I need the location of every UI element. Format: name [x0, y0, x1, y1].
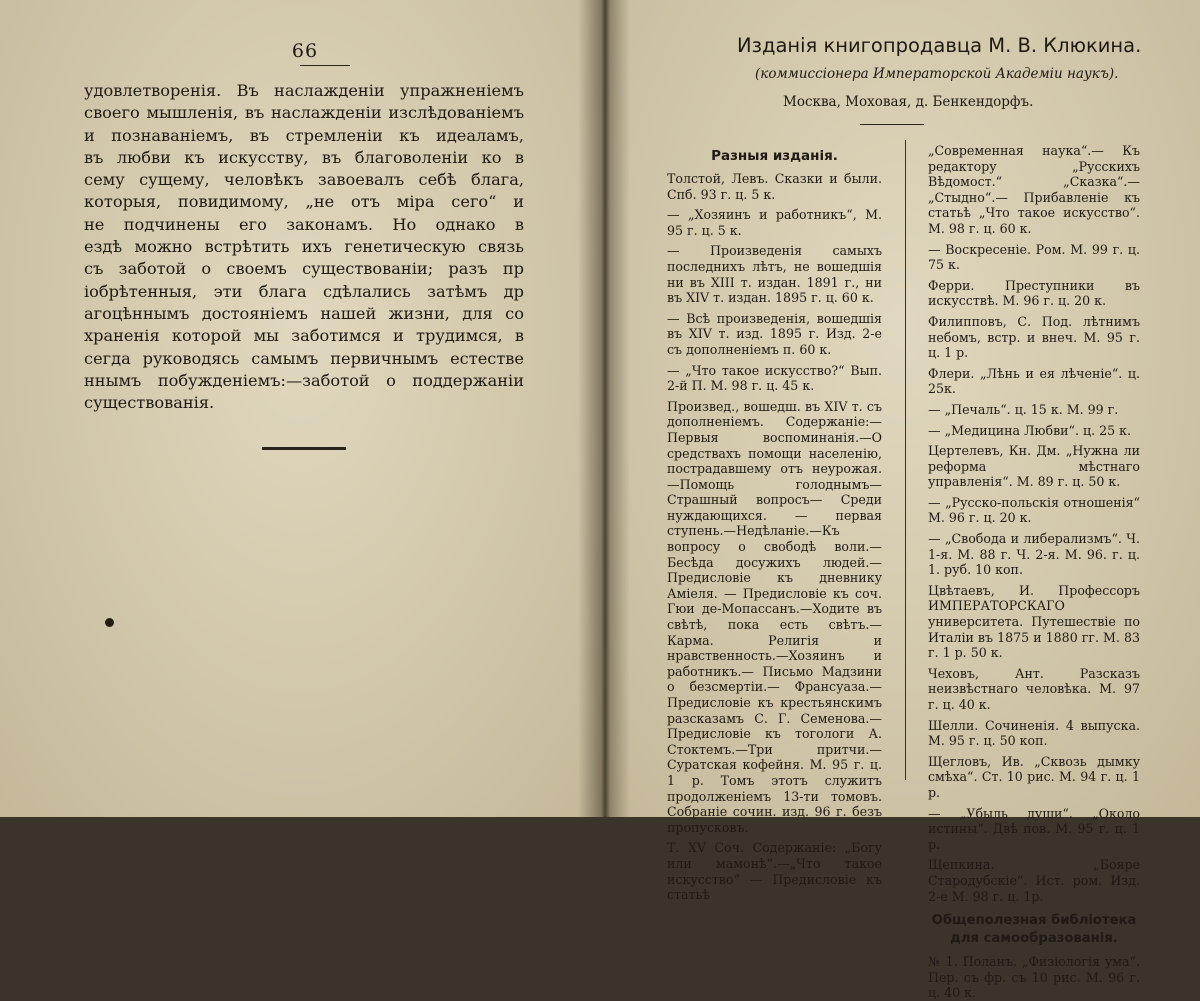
publisher-address: Москва, Моховая, д. Бенкендорфъ. — [783, 94, 1034, 110]
catalog-entry: — „Хозяинъ и работникъ“, М. 95 г. ц. 5 к. — [667, 207, 882, 238]
body-line: агоцѣннымъ достояніемъ нашей жизни, для со — [84, 303, 524, 323]
catalog-entry: Щегловъ, Ив. „Сквозь дымку смѣха“. Ст. 10 рис. М. 94 г. ц. 1 р. — [928, 753, 1140, 800]
section-heading-2: Общеполезная библіотека для самообразованія. — [931, 913, 1137, 947]
title-rule — [860, 124, 924, 125]
column-1-entries — [667, 171, 882, 903]
section-heading: Разныя изданія. — [711, 148, 838, 164]
ornament-rule — [262, 447, 346, 450]
body-line: ездѣ можно встрѣтить ихъ генетическую связь — [84, 237, 524, 257]
column-divider — [905, 140, 906, 780]
body-line: удовлетворенія. Въ наслажденіи упражненіемъ — [84, 81, 524, 100]
page-number: 66 — [291, 40, 319, 62]
catalog-entry: — „Убыль души“. „Около истины“. Двѣ пов. М. 95 г. ц. 1 р. — [928, 805, 1140, 852]
publisher-subtitle: (коммиссіонера Императорской Академіи наукъ). — [755, 66, 1119, 82]
ink-blot — [105, 618, 114, 627]
body-line: въ любви къ искусству, въ благоволеніи ко в — [84, 147, 524, 167]
catalog-entry: — „Печаль“. ц. 15 к. М. 99 г. — [928, 401, 1119, 417]
catalog-entry: Шелли. Сочиненія. 4 выпуска. М. 95 г. ц. 50 коп. — [928, 717, 1140, 749]
column-2-entries-b — [928, 954, 1140, 1001]
left-body-text — [84, 80, 524, 414]
body-line: не подчинены его законамъ. Но однако в — [84, 214, 524, 234]
body-line: сегда руководясь самымъ первичнымъ естестве — [84, 348, 524, 368]
catalog-entry: — Произведенія самыхъ последнихъ лѣтъ, не вошедшія ни въ XIII т. издан. 1891 г., ни въ XIV т. издан. 1895 г. ц. 60 к. — [667, 243, 882, 306]
body-line: которыя, повидимому, „не отъ міра сего“ и — [84, 192, 524, 212]
catalog-entry: Т. XV Соч. Содержаніе: „Богу или мамонѣ“.—„Что такое искусство“ — Предисловіе къ статьѣ — [667, 840, 882, 903]
column-2-entries — [928, 143, 1140, 904]
catalog-entry: Толстой, Левъ. Сказки и были. Спб. 93 г. ц. 5 к. — [667, 171, 882, 202]
catalog-entry: — Воскресеніе. Ром. М. 99 г. ц. 75 к. — [928, 241, 1140, 273]
catalog-entry: Чеховъ, Ант. Разсказъ неизвѣстнаго человѣка. М. 97 г. ц. 40 к. — [928, 665, 1140, 712]
body-line: сему сущему, человѣкъ завоевалъ себѣ блага, — [84, 170, 524, 190]
catalog-entry: Цвѣтаевъ, И. Профессоръ ИМПЕРАТОРСКАГО университета. Путешествіе по Италіи въ 1875 и 1880 гг. М. 83 г. 1 р. 50 к. — [928, 582, 1140, 661]
catalog-entry: — „Свобода и либерализмъ“. Ч. 1-я. М. 88 г. Ч. 2-я. М. 96. г. ц. 1. руб. 10 коп. — [928, 531, 1140, 578]
body-line: своего мышленія, въ наслажденіи изслѣдованіемъ — [84, 103, 524, 123]
body-line: и познаваніемъ, въ стремленіи къ идеаламъ, — [84, 125, 524, 145]
catalog-entry: — Всѣ произведенія, вошедшія въ XIV т. изд. 1895 г. Изд. 2-е съ дополненіемъ п. 60 к. — [667, 310, 882, 357]
publisher-title: Изданія книгопродавца М. В. Клюкина. — [737, 34, 1142, 57]
catalog-entry: Ферри. Преступники въ искусствѣ. М. 96 г. ц. 20 к. — [928, 277, 1140, 309]
body-line: храненія которой мы заботимся и трудимся, в — [84, 326, 524, 346]
catalog-entry: № 1. Поланъ. „Физіологія ума“. Пер. съ фр. съ 10 рис. М. 96 г. ц. 40 к. — [928, 954, 1140, 1001]
catalog-entry: Цертелевъ, Кн. Дм. „Нужна ли реформа мѣстнаго управленія“. М. 89 г. ц. 50 к. — [928, 443, 1140, 490]
catalog-entry: „Современная наука“.— Къ редактору „Русскихъ Вѣдомост.“ „Сказка“.—„Стыдно“.— Прибавленіе къ статьѣ „Что такое искусство“. М. 98 г. ц. 60 к. — [928, 143, 1140, 236]
catalog-entry: Филипповъ, С. Под. лѣтнимъ небомъ, встр. и внеч. М. 95 г. ц. 1 р. — [928, 313, 1140, 361]
catalog-column-2 — [928, 143, 1140, 1001]
book-gutter — [578, 0, 630, 817]
body-line: съ заботой о своемъ существованіи; разъ пр — [84, 259, 524, 279]
body-line: существованія. — [84, 393, 215, 413]
body-line: іобрѣтенныя, эти блага сдѣлались затѣмъ др — [84, 281, 524, 301]
catalog-entry: Флери. „Лѣнь и ея лѣченіе“. ц. 25к. — [928, 365, 1140, 397]
catalog-column-1 — [667, 143, 882, 903]
catalog-entry: — „Медицина Любви“. ц. 25 к. — [928, 422, 1132, 438]
catalog-entry: — „Что такое искусство?“ Вып. 2-й П. М. 98 г. ц. 45 к. — [667, 362, 882, 394]
body-line: ннымъ побужденіемъ:—заботой о поддержаніи — [84, 370, 524, 390]
catalog-entry: — „Русско-польскія отношенія“ М. 96 г. ц. 20 к. — [928, 494, 1140, 526]
catalog-entry: Щепкина. „Бояре Стародубскіе“. Ист. ром. Изд. 2-е М. 98 г. ц. 1р. — [928, 857, 1140, 904]
page-number-rule — [300, 65, 350, 66]
left-page — [0, 0, 600, 817]
catalog-entry: Произвед., вошедш. въ XIV т. съ дополненіемъ. Содержаніе:— Первыя воспоминанія.—О средствахъ помощи населенію, пострадавшему отъ неурожая.—Помощь голоднымъ—Страшный вопросъ— Среди нуждающихся. — первая ступень.—Недѣланіе.—Къ вопросу о свободѣ воли.—Бесѣда досужихъ людей.—Предисловіе къ дневнику Аміеля. — Предисловіе къ соч. Гюи де-Мопассанъ.—Ходите въ свѣтѣ, пока есть свѣтъ.— Карма. Религія и нравственность.—Хозяинъ и работникъ.— Письмо Мадзини о безсмертіи.— Франсуаза.—Предисловіе къ крестьянскимъ разсказамъ С. Г. Семенова.—Предисловіе къ тогологи А. Стоктемъ.—Три притчи.— Суратская кофейня. М. 95 г. ц. 1 р. Томъ этотъ служитъ продолженіемъ 13-ти томовъ. Собраніе сочин. изд. 96 г. безъ пропусковъ. — [667, 398, 882, 835]
